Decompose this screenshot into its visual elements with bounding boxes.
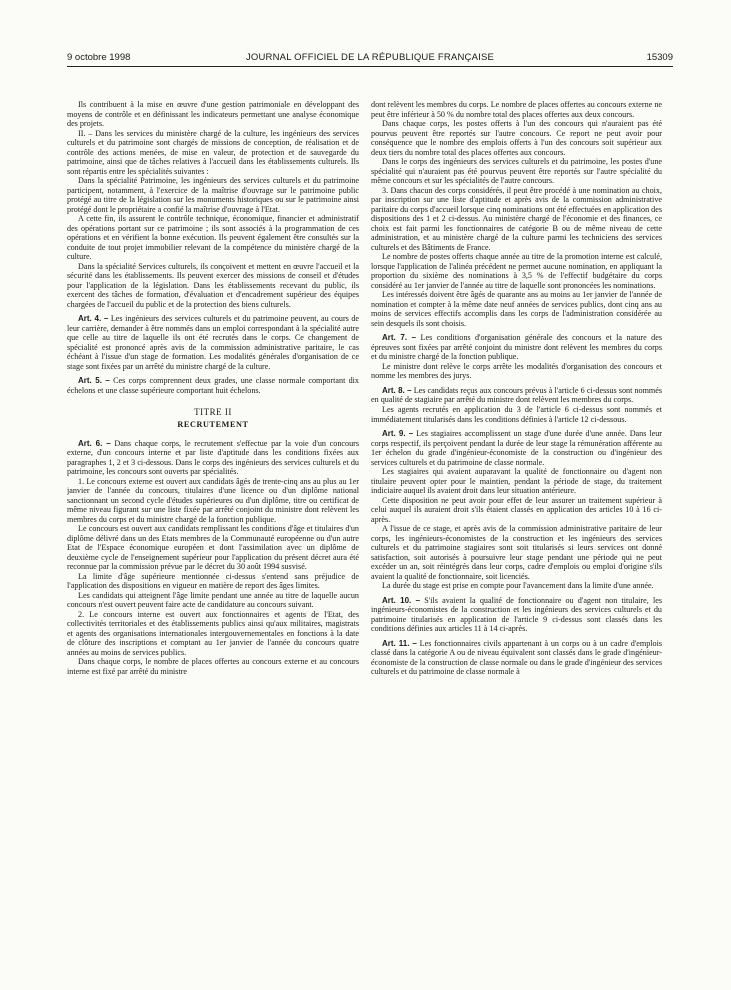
paragraph: Le concours est ouvert aux candidats remplissant les conditions d'âge et titulaires d'un diplôme délivré dans un des Etats membres de la Communauté européenne ou d'un autre Etat de l'Espace économique européen et dont l'assimilation avec un diplôme de deuxième cycle de l'enseignement supérieur pour l'application du présent décret aura été reconnue par la commission prévue par le décret du 30 août 1994 susvisé. <box>67 524 359 572</box>
paragraph: Dans chaque corps, les postes offerts à l'un des concours qui n'auraient pas été pourvus peuvent être reportés sur l'autre concours. Ce report ne peut avoir pour conséquence que le nombre des emplois offerts à l'un des concours soit supérieur aux deux tiers du nombre total des places offertes aux concours. <box>371 119 662 157</box>
paragraph: dont relèvent les membres du corps. Le nombre de places offertes au concours externe ne peut être inférieur à 50 % du nombre total des places offertes aux deux concours. <box>371 100 662 119</box>
issue-date: 9 octobre 1998 <box>67 52 131 63</box>
article-8 <box>371 386 662 405</box>
paragraph: Dans la spécialité Patrimoine, les ingénieurs des services culturels et du patrimoine participent, notamment, à l'exercice de la maîtrise d'ouvrage sur le patrimoine public protégé au titre de la législation sur les monuments historiques ou sur le patrimoine ainsi protégé dont le propriétaire a confié la maîtrise d'ouvrage à l'Etat. <box>67 176 359 214</box>
article-text: Les candidats reçus aux concours prévus à l'article 6 ci-dessus sont nommés en qualité de stagiaire par arrêté du ministre dont relèvent les membres du corps. <box>371 385 662 405</box>
paragraph: Dans chaque corps, le nombre de places offertes au concours externe et au concours interne est fixé par arrêté du ministre <box>67 657 359 676</box>
article-label: Art. 4. – <box>78 314 109 324</box>
article-10 <box>371 596 662 634</box>
article-11 <box>371 639 662 677</box>
paragraph: Dans la spécialité Services culturels, ils conçoivent et mettent en œuvre l'accueil et la sécurité dans les établissements. Ils peuvent exercer des missions de conseil et d'études pour l'application de la législation. Dans les établissements recevant du public, ils exercent des tâches de formation, d'évaluation et d'encadrement supérieur des équipes chargées de l'accueil du public et de la protection des biens culturels. <box>67 261 359 309</box>
article-label: Art. 11. – <box>382 638 417 648</box>
article-4 <box>67 314 359 371</box>
paragraph: Les agents recrutés en application du 3 de l'article 6 ci-dessus sont nommés et immédiatement titularisés dans les conditions définies à l'article 12 ci-dessous. <box>371 404 662 424</box>
paragraph: Le ministre dont relève le corps arrête les modalités d'organisation des concours et nomme les membres des jurys. <box>371 361 662 381</box>
article-text: Ces corps comprennent deux grades, une classe normale comportant dix échelons et une classe supérieure comportant huit échelons. <box>67 376 359 395</box>
paragraph: Les candidats qui atteignent l'âge limite pendant une année au titre de laquelle aucun concours n'est ouvert peuvent faire acte de candidature au concours suivant. <box>67 590 359 610</box>
article-text: Les ingénieurs des services culturels et du patrimoine peuvent, au cours de leur carrière, demander à être nommés dans un emploi correspondant à la spécialité autre que celle au titre de laquelle ils ont été recrutés dans le corps. Ce changement de spécialité est prononcé après avis de la commission administrative paritaire, le cas échéant à l'issue d'un stage de formation. Les modalités générales d'organisation de ce stage sont fixées par un arrêté du ministre chargé de la culture. <box>67 314 359 371</box>
left-column <box>67 100 359 960</box>
paragraph: A l'issue de ce stage, et après avis de la commission administrative paritaire de leur corps, les ingénieurs-économistes de la construction et les ingénieurs des services culturels et du patrimoine stagiaires sont soit titularisés si leurs services ont donné satisfaction, soit autorisés à poursuivre leur stage pendant une période qui ne peut excéder un an, soit réintégrés dans leur corps, cadre d'emplois ou emploi d'origine s'ils avaient la qualité de fonctionnaire, soit licenciés. <box>371 524 662 581</box>
paragraph: La limite d'âge supérieure mentionnée ci-dessus s'entend sans préjudice de l'application des dispositions en vigueur en matière de report des âges limites. <box>67 571 359 591</box>
header-rule <box>67 66 673 67</box>
journal-title: JOURNAL OFFICIEL DE LA RÉPUBLIQUE FRANÇAISE <box>245 52 495 63</box>
section-title: TITRE II <box>194 407 232 418</box>
paragraph: Le nombre de postes offerts chaque année au titre de la promotion interne est calculé, lorsque l'application de l'alinéa précédent ne permet aucune nomination, en appliquant la proportion du sixième des nominations à 3,5 % de l'effectif budgétaire du corps considéré au 1er janvier de l'année au titre de laquelle sont prononcées les nominations. <box>371 252 662 290</box>
paragraph: II. – Dans les services du ministère chargé de la culture, les ingénieurs des services culturels et du patrimoine sont chargés de missions de conception, de réalisation et de contrôle des actions menées, de mise en valeur, de protection et de sauvegarde du patrimoine, ainsi que de tâches relatives à l'accueil dans les établissements culturels. Ils sont répartis entre les spécialités suivantes : <box>67 128 359 176</box>
article-6 <box>67 439 359 477</box>
article-5 <box>67 376 359 395</box>
paragraph: 3. Dans chacun des corps considérés, il peut être procédé à une nomination au choix, par inscription sur une liste d'aptitude et après avis de la commission administrative paritaire du corps d'accueil lorsque cinq nominations ont été effectuées en application des dispositions des 1 et 2 ci-dessus. Au ministère chargé de l'économie et des finances, ce choix est fait parmi les fonctionnaires de catégorie B ou de même niveau de cette administration, et au ministère chargé de la culture parmi les techniciens des services culturels et des Bâtiments de France. <box>371 185 662 252</box>
article-text: Dans chaque corps, le recrutement s'effectue par la voie d'un concours externe, d'un concours interne et par liste d'aptitude dans les conditions fixées aux paragraphes 1, 2 et 3 ci-dessous. Dans le corps des ingénieurs des services culturels et du patrimoine, les concours sont ouverts par spécialités. <box>67 438 359 477</box>
paragraph: 1. Le concours externe est ouvert aux candidats âgés de trente-cinq ans au plus au 1er janvier de l'année du concours, titulaires d'une licence ou d'un diplôme national sanctionnant un second cycle d'études supérieures ou d'un diplôme, titre ou certificat de même niveau figurant sur une liste fixée par arrêté conjoint du ministre dont relèvent les membres du corps et du ministre chargé de la fonction publique. <box>67 476 359 524</box>
article-text: Les conditions d'organisation générale des concours et la nature des épreuves sont fixées par arrêté conjoint du ministre dont relèvent les membres du corps et du ministre chargé de la fonction publique. <box>371 333 662 362</box>
article-text: S'ils avaient la qualité de fonctionnaire ou d'agent non titulaire, les ingénieurs-économistes de la construction et les ingénieurs des services culturels et du patrimoine titularisés en application de l'article 9 ci-dessus sont classés dans les conditions définies aux articles 11 à 14 ci-après. <box>371 595 662 634</box>
article-9 <box>371 429 662 467</box>
page-number: 15309 <box>646 52 673 63</box>
paragraph: Ils contribuent à la mise en œuvre d'une gestion patrimoniale en développant des moyens de contrôle et en définissant les indicateurs permettant une analyse économique des projets. <box>67 100 359 129</box>
paragraph: Dans le corps des ingénieurs des services culturels et du patrimoine, les postes d'une spécialité qui n'auraient pas été pourvus peuvent être reportés sur l'autre spécialité du même concours et sur les spécialités de l'autre concours. <box>371 157 662 186</box>
section-subtitle: RECRUTEMENT <box>177 419 249 429</box>
article-text: Les fonctionnaires civils appartenant à un corps ou à un cadre d'emplois classé dans la catégorie A ou de niveau équivalent sont classés dans le grade d'ingénieur-économiste de la construction de classe normale ou dans le grade d'ingénieur des services culturels et du patrimoine de classe normale à <box>371 638 662 677</box>
paragraph: Les intéressés doivent être âgés de quarante ans au moins au 1er janvier de l'année de nomination et compter à la même date neuf années de services publics, dont cinq ans au moins de services effectifs accomplis dans les corps de l'administration considérée au sein desquels ils sont choisis. <box>371 290 662 328</box>
paragraph: A cette fin, ils assurent le contrôle technique, économique, financier et administratif des opérations portant sur ce patrimoine ; ils sont associés à la programmation de ces opérations et en vérifient la bonne exécution. Ils peuvent également être consultés sur la conduite de tout projet immobilier relevant de la compétence du ministère chargé de la culture. <box>67 214 359 262</box>
paragraph: La durée du stage est prise en compte pour l'avancement dans la limite d'une année. <box>382 581 654 591</box>
article-label: Art. 9. – <box>382 429 414 439</box>
article-label: Art. 5. – <box>78 376 110 386</box>
article-label: Art. 6. – <box>78 438 111 448</box>
paragraph: Les stagiaires qui avaient auparavant la qualité de fonctionnaire ou d'agent non titulaire peuvent opter pour le maintien, pendant la période de stage, du traitement indiciaire auquel ils avaient droit dans leur situation antérieure. <box>371 467 662 496</box>
paragraph: 2. Le concours interne est ouvert aux fonctionnaires et agents de l'Etat, des collectivités territoriales et des établissements publics ainsi qu'aux militaires, magistrats et agents des organisations internationales intergouvernementales en fonctions à la date de clôture des inscriptions et comptant au 1er janvier de l'année du concours quatre années au moins de services publics. <box>67 609 359 657</box>
article-label: Art. 8. – <box>382 385 412 395</box>
article-label: Art. 7. – <box>382 333 417 343</box>
article-text: Les stagiaires accomplissent un stage d'une durée d'une année. Dans leur corps respectif, ils perçoivent pendant la durée de leur stage la rémunération afférente au 1er échelon du grade d'ingénieur-économiste de la construction ou d'ingénieur des services culturels et du patrimoine de classe normale. <box>371 429 662 467</box>
paragraph: Cette disposition ne peut avoir pour effet de leur assurer un traitement supérieur à celui auquel ils auraient droit s'ils étaient classés en application des articles 10 à 16 ci-après. <box>371 495 662 524</box>
article-7 <box>371 333 662 362</box>
article-label: Art. 10. – <box>382 595 421 605</box>
page-header <box>67 52 673 66</box>
right-column <box>371 100 662 960</box>
